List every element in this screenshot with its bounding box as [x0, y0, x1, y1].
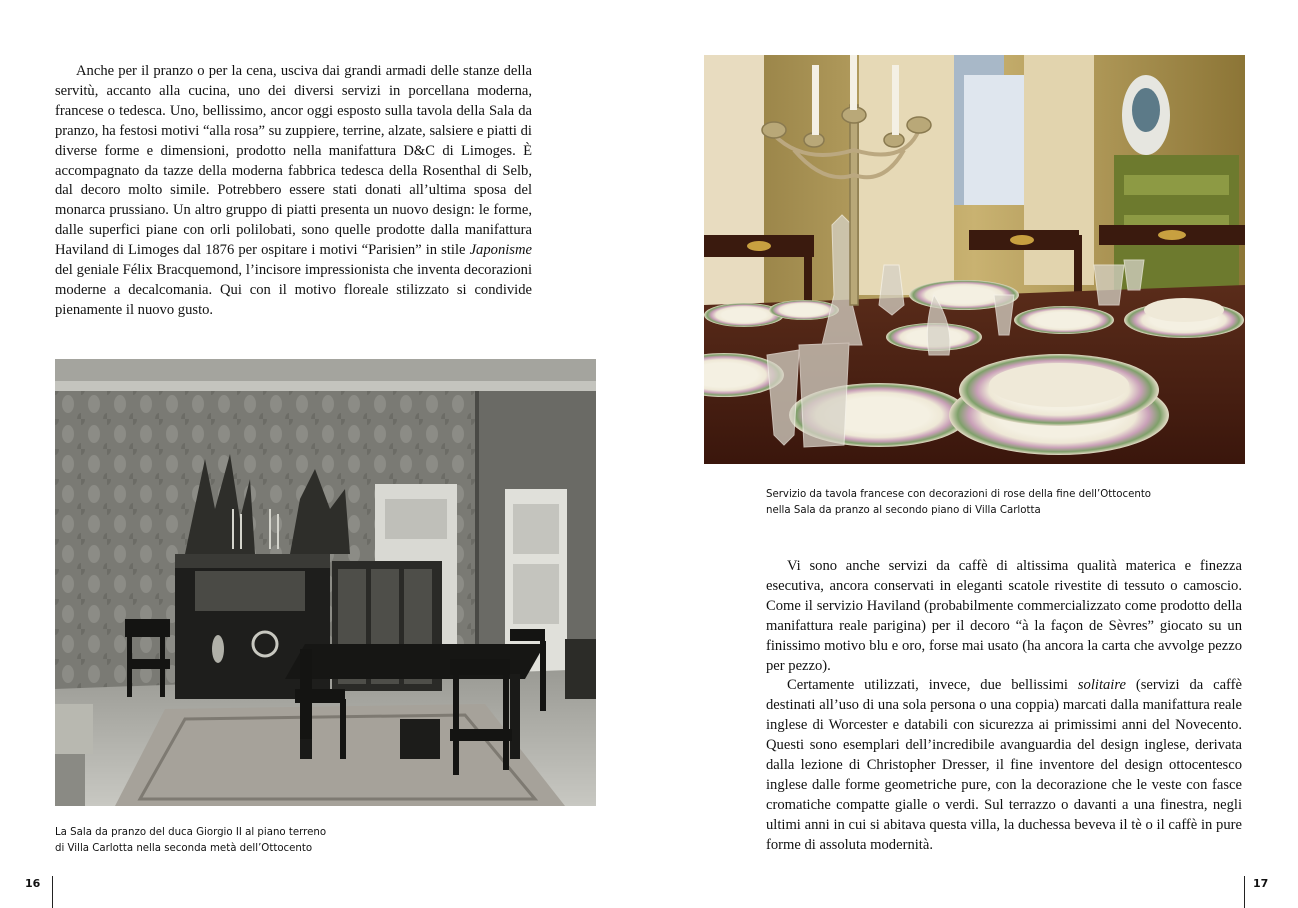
paragraph-worcester-solitaire: Certamente utilizzati, invece, due bellissimi solitaire (servizi da caffè destinati all’uso di una sola persona o una coppia) marcati dalla manifattura reale inglese di Worcester e databili con sicurezza ai primissimi anni del Novecento. Questi sono esemplari dell’incredibile avanguardia del design inglese, derivata dalla lezione di Christopher Dresser, il fine inventore del design ottocentesco inglese dalle forme geometriche pure, con la decorazione che le veste con fasce cromatiche compatte gialle o verdi. Sul terrazzo o davanti a una finestra, negli ultimi anni in cui si abitava questa villa, la duchessa beveva il tè o il caffè in pure forme di assoluta modernità. [766, 677, 1242, 853]
page-number-right: 17 [1253, 877, 1269, 890]
folio-rule-right [1244, 876, 1245, 908]
paragraph-coffee-services: Vi sono anche servizi da caffè di altissima qualità materica e finezza esecutiva, ancora conservati in eleganti scatole rivestite di tessuto o camoscio. Come il servizio Haviland (probabilmente commercializzato come prodotto della manifattura reale parigina) per il decoro “à la façon de Sèvres” giocato su un finissimo motivo blu e oro, forse mai usato (ha ancora la carta che avvolge pezzo per pezzo). [766, 558, 1242, 674]
right-body-text [766, 557, 1242, 856]
folio-rule-left [52, 876, 53, 908]
left-photo-caption: La Sala da pranzo del duca Giorgio II al piano terreno di Villa Carlotta nella seconda metà dell’Ottocento [55, 827, 327, 854]
left-body-text [55, 62, 532, 321]
page-number-left: 16 [25, 877, 41, 890]
right-photo-caption: Servizio da tavola francese con decorazioni di rose della fine dell’Ottocento nella Sala da pranzo al secondo piano di Villa Carlotta [766, 489, 1152, 516]
paragraph-dining-services: Anche per il pranzo o per la cena, usciva dai grandi armadi delle stanze della servitù, accanto alla cucina, uno dei diversi servizi in porcellana moderna, francese o tedesca. Uno, bellissimo, ancor oggi esposto sulla tavola della Sala da pranzo, ha festosi motivi “alla rosa” su zuppiere, terrine, alzate, salsiere e piatti di diverse forme e dimensioni, prodotto nella manifattura D&C di Limoges. È accompagnato da tazze della moderna fabbrica tedesca della Rosenthal di Selb, dal decoro molto simile. Potrebbero essere stati donati all’ultima sposa del monarca prussiano. Un altro gruppo di piatti presenta un nuovo design: le forme, dalle superfici piane con orli polilobati, sono quelle prodotte dalla manifattura Haviland di Limoges dal 1876 per ospitare i motivi “Parisien” in stile Japonisme del geniale Félix Bracquemond, l’incisore impressionista che inventa decorazioni moderne a decalcomania. Qui con il motivo floreale stilizzato si condivide pienamente il nuovo gusto. [55, 63, 532, 318]
table-service-photo [704, 55, 1245, 464]
right-page [649, 0, 1298, 908]
historic-dining-room-photo [55, 359, 596, 806]
